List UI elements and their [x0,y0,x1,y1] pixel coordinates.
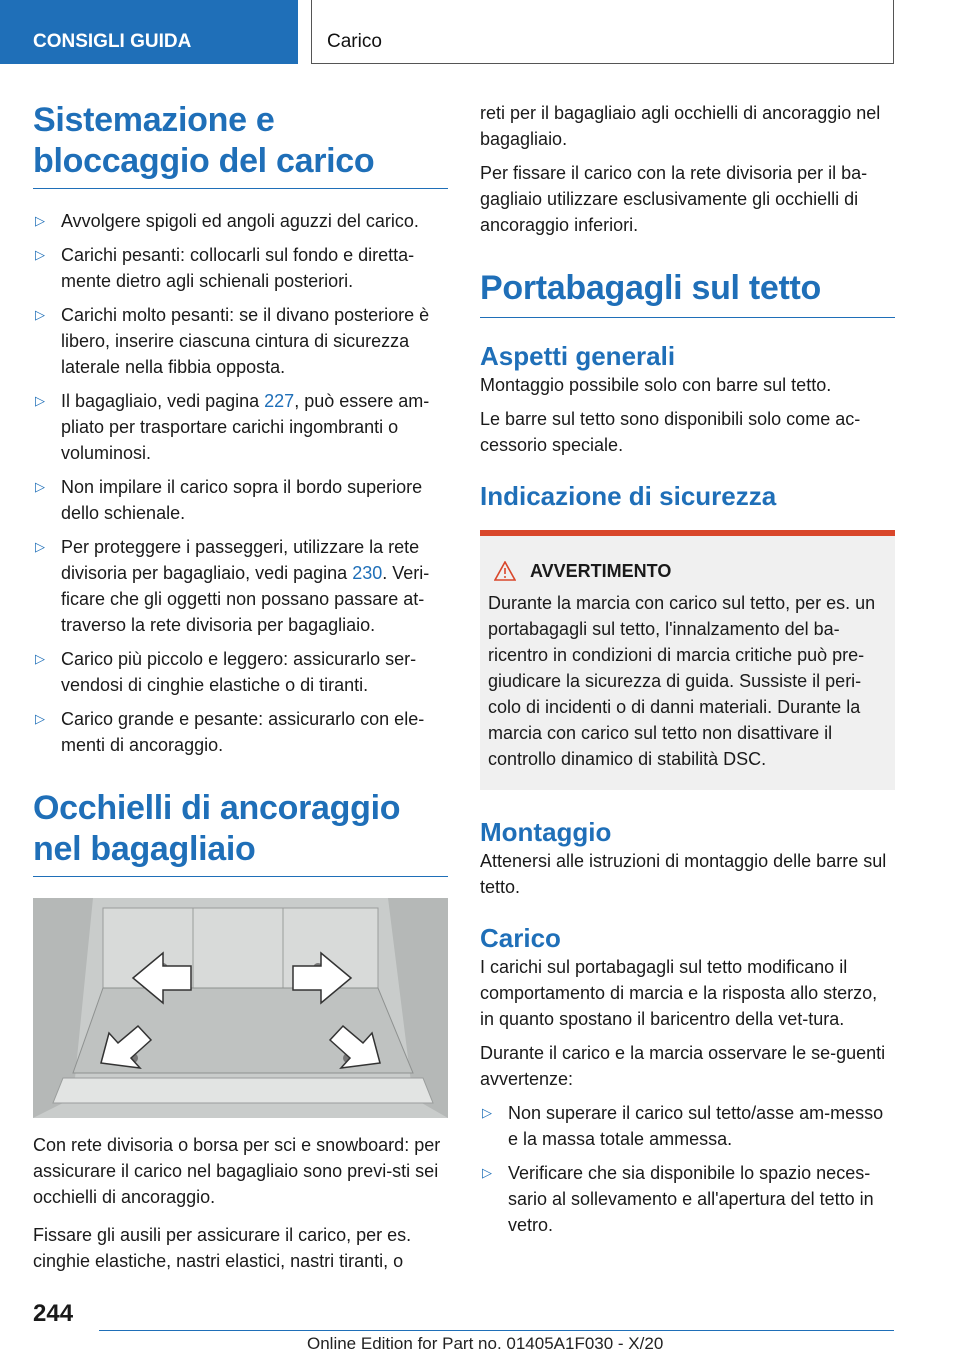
heading-montaggio: Montaggio [480,817,612,847]
warning-text: Durante la marcia con carico sul tetto, per es. un portabagagli sul tetto, l'innalzamento del ba‐ricentro in condizioni di marcia critiche può pre‐giudicare la sicurezza di guida. Sussiste il peri‐colo di incidenti o di danni materiali. Durante la marcia con carico sul tetto non disattivare il controllo dinamico di stabilità DSC. [488,593,876,769]
list-item: ▷ Carichi pesanti: collocarli sul fondo e diretta‐mente dietro agli schienali posteriori. [33,242,448,294]
list-item: ▷ Non superare il carico sul tetto/asse am‐messo e la massa totale ammessa. [480,1100,895,1152]
load-tips-list [33,208,448,758]
page-link-227[interactable]: 227 [264,391,295,411]
list-item: ▷ Il bagagliaio, vedi pagina 227, può essere am‐pliato per trasportare carichi ingombranti o voluminosi. [33,388,448,466]
bullet-triangle-icon: ▷ [35,479,45,494]
paragraph: Montaggio possibile solo con barre sul tetto. [480,375,832,395]
left-column [33,100,448,1274]
list-item: ▷ Non impilare il carico sopra il bordo superiore dello schienale. [33,474,448,526]
list-item: ▷ Avvolgere spigoli ed angoli aguzzi del carico. [33,208,448,234]
list-item: ▷ Per proteggere i passeggeri, utilizzare la rete divisoria per bagagliaio, vedi pagina 230. Veri‐ficare che gli oggetti non possano passare at‐traverso la rete divisoria per bagagliaio. [33,534,448,638]
bullet-triangle-icon: ▷ [482,1165,492,1180]
bullet-triangle-icon: ▷ [35,651,45,666]
roof-load-list [480,1100,895,1238]
topic-header: Carico [311,0,894,64]
bullet-triangle-icon: ▷ [35,247,45,262]
edition-footer: Online Edition for Part no. 01405A1F030 - X/20 [307,1334,664,1353]
trunk-photo [33,898,448,1118]
paragraph: Attenersi alle istruzioni di montaggio delle barre sul tetto. [480,851,887,897]
list-item: ▷ Carico grande e pesante: assicurarlo con ele‐menti di ancoraggio. [33,706,448,758]
warning-title: AVVERTIMENTO [488,558,887,584]
paragraph: Durante il carico e la marcia osservare le se‐guenti avvertenze: [480,1043,886,1089]
heading-aspetti-generali: Aspetti generali [480,341,676,371]
paragraph: Fissare gli ausili per assicurare il carico, per es. cinghie elastiche, nastri elastici, nastri tiranti, o [33,1225,412,1271]
paragraph: reti per il bagagliaio agli occhielli di ancoraggio nel bagagliaio. [480,103,881,149]
paragraph: Per fissare il carico con la rete divisoria per il ba‐gagliaio utilizzare esclusivamente gli occhielli di ancoraggio inferiori. [480,163,868,235]
list-item: ▷ Carichi molto pesanti: se il divano posteriore è libero, inserire ciascuna cintura di sicurezza laterale nella fibbia opposta. [33,302,448,380]
page-number: 244 [33,1300,74,1327]
heading-sistemazione: Sistemazione e bloccaggio del carico [33,100,448,189]
bullet-triangle-icon: ▷ [482,1105,492,1120]
warning-box [480,530,895,790]
bullet-triangle-icon: ▷ [35,393,45,408]
list-item: ▷ Carico più piccolo e leggero: assicurarlo ser‐vendosi di cinghie elastiche o di tiranti. [33,646,448,698]
bullet-triangle-icon: ▷ [35,539,45,554]
paragraph: Le barre sul tetto sono disponibili solo come ac‐cessorio speciale. [480,409,861,455]
heading-occhielli: Occhielli di ancoraggio nel bagagliaio [33,788,448,877]
warning-triangle-icon [494,561,516,581]
bullet-triangle-icon: ▷ [35,307,45,322]
bullet-triangle-icon: ▷ [35,213,45,228]
paragraph: I carichi sul portabagagli sul tetto modificano il comportamento di marcia e la risposta allo sterzo, in quanto spostano il baricentro della vet‐tura. [480,957,878,1029]
heading-portabagagli: Portabagagli sul tetto [480,268,895,318]
heading-carico: Carico [480,923,561,953]
bullet-triangle-icon: ▷ [35,711,45,726]
footer-divider [99,1330,894,1331]
right-column [480,100,895,1238]
trunk-illustration [33,898,448,1118]
list-item: ▷ Verificare che sia disponibile lo spazio neces‐sario al sollevamento e all'apertura del tetto in vetro. [480,1160,895,1238]
section-tab: CONSIGLI GUIDA [0,0,298,64]
page-link-230[interactable]: 230 [352,563,383,583]
paragraph: Con rete divisoria o borsa per sci e snowboard: per assicurare il carico nel bagagliaio sono previ‐sti sei occhielli di ancoraggio. [33,1135,441,1207]
heading-indicazione-sicurezza: Indicazione di sicurezza [480,481,777,511]
